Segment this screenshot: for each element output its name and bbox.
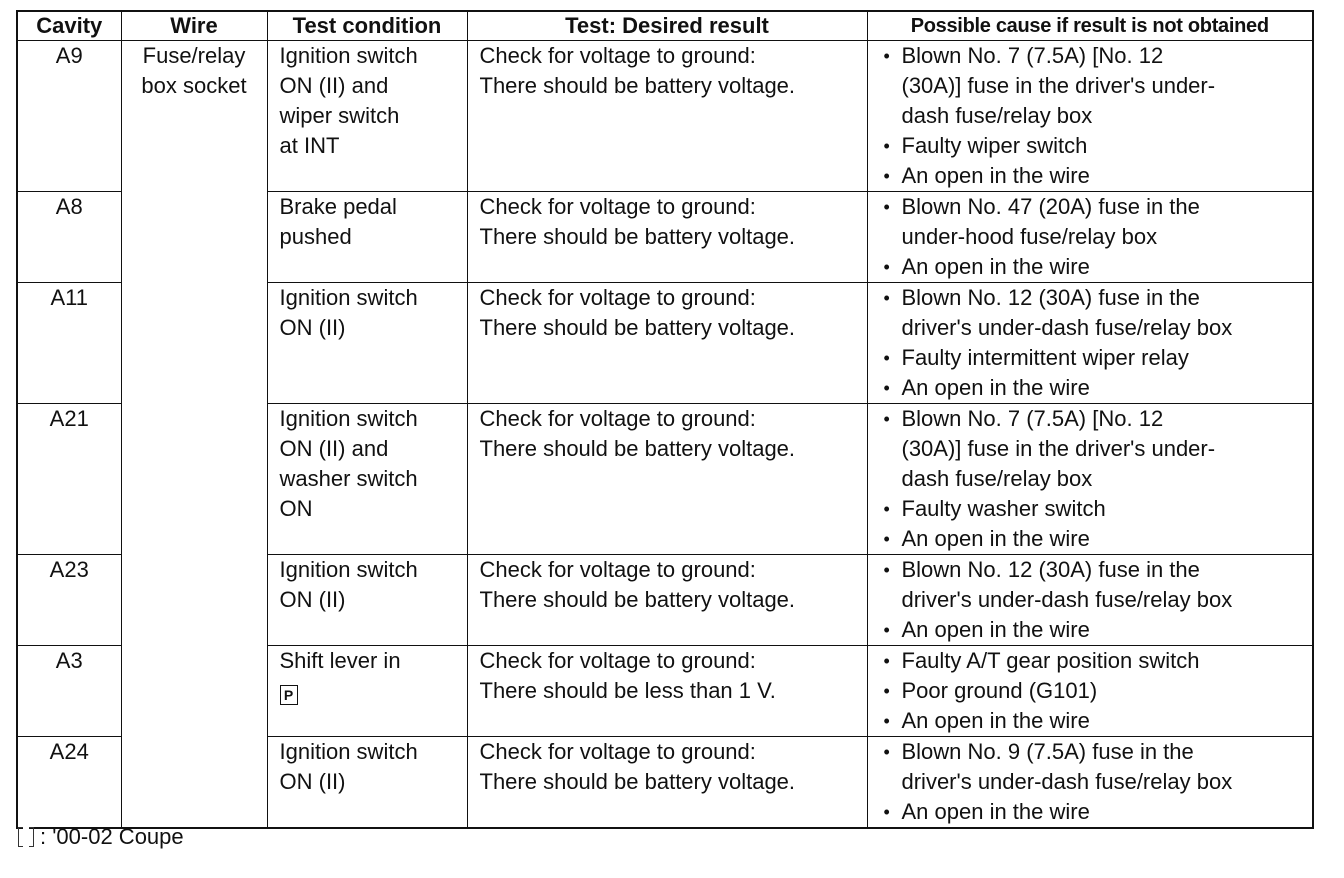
cavity-cell: A3 <box>17 646 121 737</box>
header-wire: Wire <box>121 11 267 41</box>
cause-item <box>880 646 1313 676</box>
condition-cell <box>267 555 467 646</box>
cause-item <box>880 524 1313 554</box>
result-cell <box>467 404 867 555</box>
cause-item <box>880 192 1313 252</box>
result-line: Check for voltage to ground: <box>479 285 756 310</box>
cause-list <box>880 737 1313 827</box>
cause-item <box>880 706 1313 736</box>
cause-item <box>880 555 1313 615</box>
cause-item <box>880 252 1313 282</box>
result-cell <box>467 283 867 404</box>
condition-cell <box>267 283 467 404</box>
cavity-cell: A11 <box>17 283 121 404</box>
result-line: There should be battery voltage. <box>479 315 796 340</box>
cause-line: driver's under-dash fuse/relay box <box>901 587 1233 612</box>
cause-cell <box>867 646 1313 737</box>
condition-cell <box>267 737 467 829</box>
condition-line: Ignition switch <box>279 739 418 764</box>
condition-line: washer switch <box>279 466 418 491</box>
cause-item <box>880 373 1313 403</box>
cause-list <box>880 555 1313 645</box>
cause-line: • Faulty washer switch <box>901 496 1106 521</box>
cause-item <box>880 797 1313 827</box>
condition-line: Ignition switch <box>279 285 418 310</box>
header-desired-result: Test: Desired result <box>467 11 867 41</box>
cause-line: • An open in the wire <box>901 254 1090 279</box>
result-cell <box>467 737 867 829</box>
footnote-text: : '00-02 Coupe <box>40 824 184 849</box>
result-line: There should be battery voltage. <box>479 436 796 461</box>
cause-cell <box>867 737 1313 829</box>
header-row <box>17 11 1313 41</box>
condition-line: at INT <box>279 133 340 158</box>
wire-line: box socket <box>141 73 247 98</box>
cause-item <box>880 494 1313 524</box>
cause-line: • An open in the wire <box>901 375 1090 400</box>
cause-cell <box>867 192 1313 283</box>
wire-cell <box>121 41 267 829</box>
wire-line: Fuse/relay <box>142 43 246 68</box>
condition-cell <box>267 404 467 555</box>
cause-item <box>880 131 1313 161</box>
cause-line: • Faulty wiper switch <box>901 133 1088 158</box>
cause-item <box>880 404 1313 494</box>
result-line: Check for voltage to ground: <box>479 648 756 673</box>
result-line: There should be battery voltage. <box>479 769 796 794</box>
condition-line: ON (II) <box>279 315 346 340</box>
cause-line: • Blown No. 7 (7.5A) [No. 12 <box>901 43 1164 68</box>
cause-list <box>880 192 1313 282</box>
cause-item <box>880 161 1313 191</box>
cavity-cell: A24 <box>17 737 121 829</box>
cause-line: • Blown No. 47 (20A) fuse in the <box>901 194 1200 219</box>
result-cell <box>467 646 867 737</box>
bracket-icon <box>18 827 34 847</box>
result-cell <box>467 555 867 646</box>
cause-line: • Faulty intermittent wiper relay <box>901 345 1189 370</box>
condition-line: Shift lever in <box>279 648 401 673</box>
result-line: Check for voltage to ground: <box>479 739 756 764</box>
cause-line: • An open in the wire <box>901 708 1090 733</box>
cause-line: • Faulty A/T gear position switch <box>901 648 1200 673</box>
result-line: There should be less than 1 V. <box>479 678 776 703</box>
footnote <box>18 824 184 850</box>
cause-list <box>880 646 1313 736</box>
result-line: There should be battery voltage. <box>479 224 796 249</box>
condition-line <box>280 676 467 706</box>
cause-item <box>880 737 1313 797</box>
cause-line: • An open in the wire <box>901 526 1090 551</box>
cause-list <box>880 404 1313 554</box>
cause-line: • Blown No. 7 (7.5A) [No. 12 <box>901 406 1164 431</box>
condition-line: ON (II) <box>279 587 346 612</box>
condition-line: ON (II) <box>279 769 346 794</box>
cause-line: • An open in the wire <box>901 617 1090 642</box>
cause-line: (30A)] fuse in the driver's under- <box>901 436 1216 461</box>
cause-cell <box>867 283 1313 404</box>
cavity-cell: A23 <box>17 555 121 646</box>
cause-cell <box>867 41 1313 192</box>
result-line: Check for voltage to ground: <box>479 43 756 68</box>
cause-item <box>880 676 1313 706</box>
result-line: There should be battery voltage. <box>479 73 796 98</box>
cause-line: • An open in the wire <box>901 163 1090 188</box>
cavity-cell: A9 <box>17 41 121 192</box>
header-test-condition: Test condition <box>267 11 467 41</box>
condition-line: wiper switch <box>279 103 400 128</box>
condition-cell <box>267 41 467 192</box>
condition-line: Ignition switch <box>279 406 418 431</box>
header-cavity: Cavity <box>17 11 121 41</box>
diagnosis-table-wrapper <box>16 10 1314 829</box>
cause-item <box>880 41 1313 131</box>
cause-line: • An open in the wire <box>901 799 1090 824</box>
diagnosis-table <box>16 10 1314 829</box>
cause-line: (30A)] fuse in the driver's under- <box>901 73 1216 98</box>
result-line: Check for voltage to ground: <box>479 557 756 582</box>
result-cell <box>467 41 867 192</box>
cause-list <box>880 283 1313 403</box>
cause-line: dash fuse/relay box <box>901 466 1093 491</box>
cause-item <box>880 283 1313 343</box>
cavity-cell: A8 <box>17 192 121 283</box>
condition-line: Brake pedal <box>279 194 397 219</box>
result-line: There should be battery voltage. <box>479 587 796 612</box>
condition-cell <box>267 646 467 737</box>
cause-line: dash fuse/relay box <box>901 103 1093 128</box>
condition-cell <box>267 192 467 283</box>
cause-line: • Blown No. 12 (30A) fuse in the <box>901 557 1200 582</box>
cause-line: • Blown No. 9 (7.5A) fuse in the <box>901 739 1194 764</box>
table-body <box>17 41 1313 829</box>
condition-line: ON (II) and <box>279 436 389 461</box>
result-cell <box>467 192 867 283</box>
cause-line: driver's under-dash fuse/relay box <box>901 769 1233 794</box>
table-row <box>17 41 1313 192</box>
result-line: Check for voltage to ground: <box>479 194 756 219</box>
condition-line: Ignition switch <box>279 43 418 68</box>
cause-line: • Poor ground (G101) <box>901 678 1098 703</box>
cause-item <box>880 343 1313 373</box>
condition-line: pushed <box>279 224 352 249</box>
cause-line: under-hood fuse/relay box <box>901 224 1158 249</box>
cause-line: • Blown No. 12 (30A) fuse in the <box>901 285 1200 310</box>
cause-list <box>880 41 1313 191</box>
cause-cell <box>867 404 1313 555</box>
cause-cell <box>867 555 1313 646</box>
condition-line: ON (II) and <box>279 73 389 98</box>
condition-line: Ignition switch <box>279 557 418 582</box>
cause-item <box>880 615 1313 645</box>
condition-line: ON <box>279 496 313 521</box>
result-line: Check for voltage to ground: <box>479 406 756 431</box>
cavity-cell: A21 <box>17 404 121 555</box>
park-position-icon: P <box>280 685 298 705</box>
cause-line: driver's under-dash fuse/relay box <box>901 315 1233 340</box>
header-possible-cause: Possible cause if result is not obtained <box>867 11 1313 41</box>
